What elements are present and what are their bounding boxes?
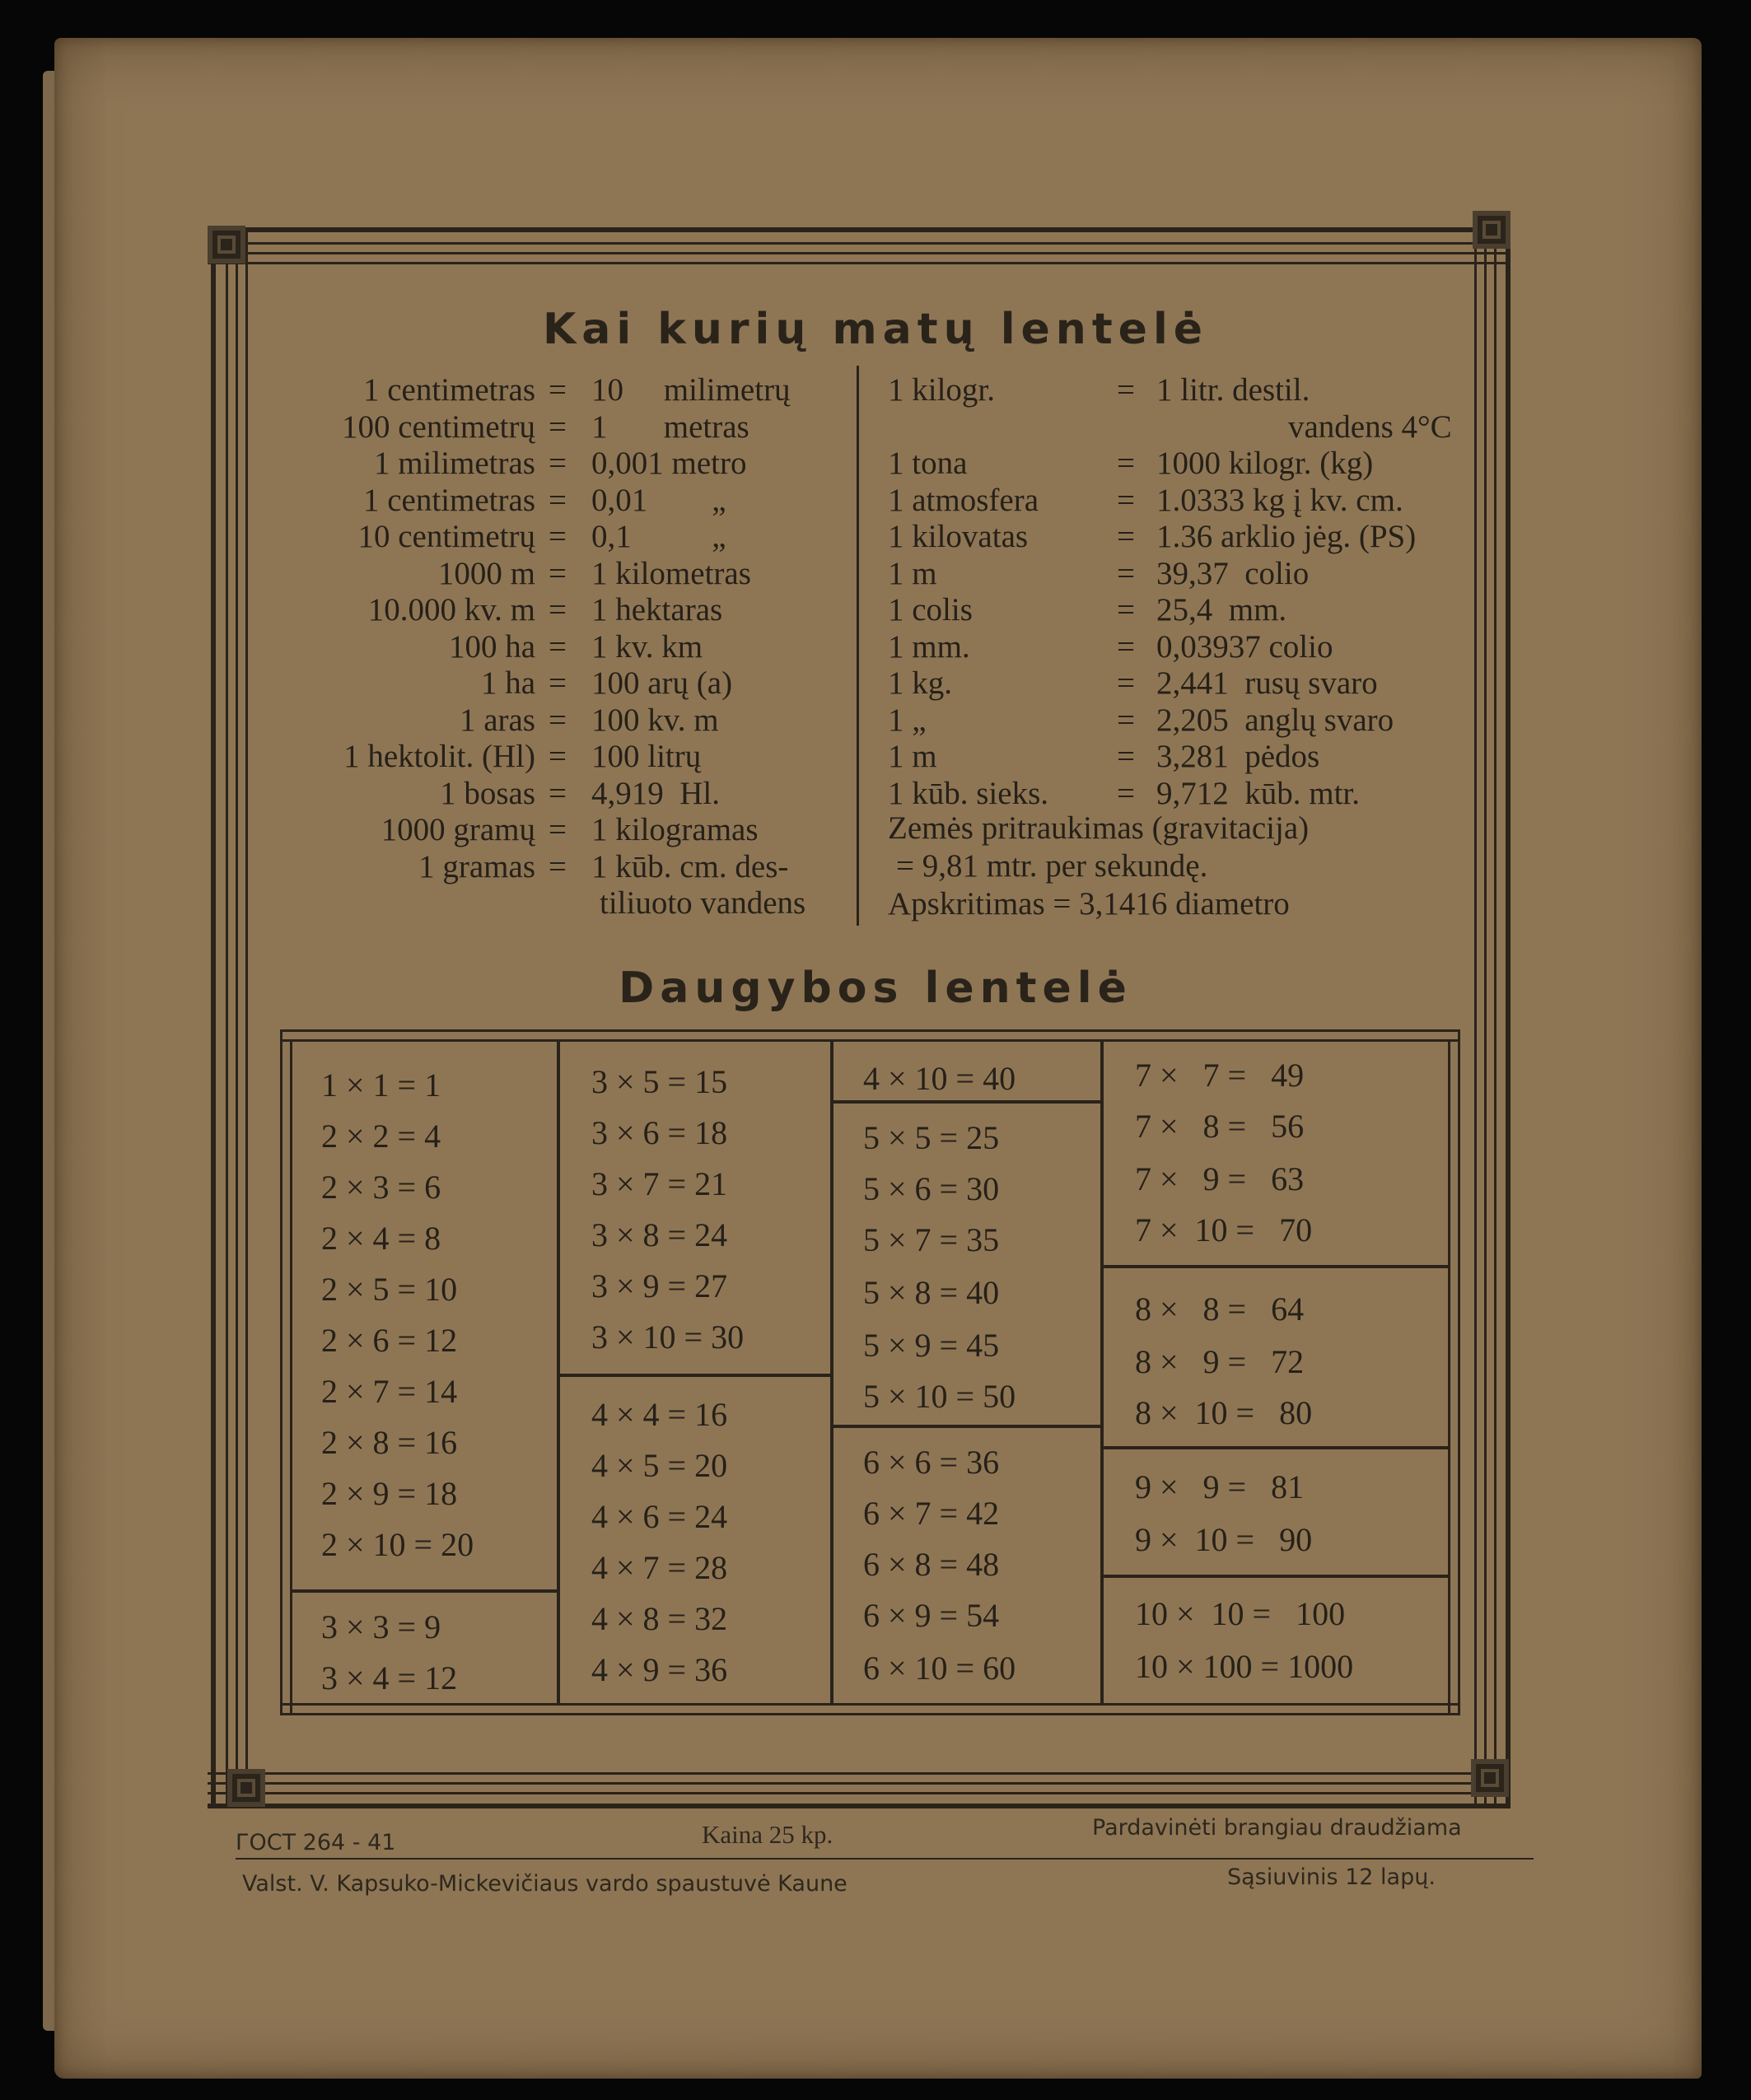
multiplication-entry: 5 × 6 = 30 xyxy=(863,1170,1000,1207)
measure-equals: = xyxy=(549,446,567,481)
multiplication-entry: 2 × 7 = 14 xyxy=(321,1373,458,1410)
multiplication-entry: 6 × 10 = 60 xyxy=(863,1650,1016,1687)
measure-unit: 1 hektolit. (Hl) xyxy=(343,739,535,774)
multiplication-entry: 4 × 4 = 16 xyxy=(591,1396,728,1433)
measure-unit: 1 kūb. sieks. xyxy=(888,775,1048,811)
measure-value: 1 hektaras xyxy=(591,592,723,628)
multiplication-entry: 6 × 8 = 48 xyxy=(863,1546,1000,1583)
printer-label: Valst. V. Kapsuko-Mickevičiaus vardo spaustuvė Kaune xyxy=(242,1871,847,1897)
multiplication-entry: 7 × 10 = 70 xyxy=(1135,1211,1313,1248)
multiplication-entry: 2 × 10 = 20 xyxy=(321,1526,474,1563)
measure-value: 100 arų (a) xyxy=(591,665,733,701)
multiplication-entry: 3 × 9 = 27 xyxy=(591,1267,728,1304)
multiplication-entry: 1 × 1 = 1 xyxy=(321,1066,441,1104)
measure-value: 3,281 pėdos xyxy=(1156,739,1320,774)
multiplication-entry: 4 × 9 = 36 xyxy=(591,1651,728,1688)
frame-corner-ornament xyxy=(1471,1759,1509,1797)
measure-value: 2,441 rusų svaro xyxy=(1156,665,1378,701)
multiplication-entry: 3 × 3 = 9 xyxy=(321,1608,441,1645)
measure-unit: 100 centimetrų xyxy=(341,408,535,445)
pages-label: Sąsiuvinis 12 lapų. xyxy=(1227,1864,1436,1890)
measure-equals: = xyxy=(1117,446,1135,481)
multiplication-entry: 5 × 10 = 50 xyxy=(863,1378,1016,1415)
measure-value: 2,205 anglų svaro xyxy=(1156,702,1394,738)
measure-equals: = xyxy=(549,592,567,628)
multiplication-entry: 3 × 8 = 24 xyxy=(591,1216,728,1253)
measure-value: vandens 4°C xyxy=(1288,408,1452,445)
measure-value: 0,1 „ xyxy=(591,519,726,554)
measure-unit: 10.000 kv. m xyxy=(367,592,535,628)
measure-unit: 1000 m xyxy=(437,555,535,591)
measure-unit: 10 centimetrų xyxy=(357,519,535,554)
measures-divider xyxy=(857,366,859,926)
multiplication-entry: 3 × 10 = 30 xyxy=(591,1318,745,1356)
multiplication-entry: 3 × 5 = 15 xyxy=(591,1063,728,1100)
measure-equals: = xyxy=(1117,702,1135,738)
measures-title: Kai kurių matų lentelė xyxy=(542,305,1209,354)
multiplication-entry: 8 × 9 = 72 xyxy=(1135,1343,1305,1380)
multiplication-entry: 7 × 8 = 56 xyxy=(1135,1108,1305,1145)
measure-equals: = xyxy=(549,628,567,665)
multiplication-entry: 4 × 10 = 40 xyxy=(863,1060,1016,1097)
measure-unit: 1 tona xyxy=(888,446,968,481)
multiplication-title: Daugybos lentelė xyxy=(619,964,1132,1013)
multiplication-entry: 5 × 8 = 40 xyxy=(863,1274,1000,1311)
measure-unit: 1 kg. xyxy=(888,665,952,701)
multiplication-entry: 5 × 9 = 45 xyxy=(863,1327,1000,1364)
multiplication-entry: 3 × 6 = 18 xyxy=(591,1114,728,1151)
measure-equals: = xyxy=(549,372,567,408)
multiplication-entry: 6 × 7 = 42 xyxy=(863,1495,1000,1532)
measure-value: 0,03937 colio xyxy=(1156,628,1333,665)
measure-value: 1 kv. km xyxy=(591,628,703,665)
measure-value: 1 litr. destil. xyxy=(1156,372,1310,408)
resale-notice: Pardavinėti brangiau draudžiama xyxy=(1092,1815,1462,1841)
measure-value: 4,919 Hl. xyxy=(591,775,720,811)
measure-value: tiliuoto vandens xyxy=(600,885,806,921)
measure-equals: = xyxy=(549,519,567,554)
measure-equals: = xyxy=(1117,482,1135,518)
measure-unit: 1 m xyxy=(888,555,937,591)
measure-unit: 1 bosas xyxy=(440,775,535,811)
measure-value: 1.0333 kg į kv. cm. xyxy=(1156,482,1403,518)
measure-equals: = xyxy=(1117,555,1135,591)
multiplication-entry: 8 × 8 = 64 xyxy=(1135,1290,1305,1328)
multiplication-entry: 2 × 2 = 4 xyxy=(321,1118,441,1155)
multiplication-entry: 6 × 6 = 36 xyxy=(863,1444,1000,1481)
measure-unit: 1 ha xyxy=(480,665,535,701)
measure-unit: 1 aras xyxy=(459,702,535,738)
measure-unit: 1 gramas xyxy=(418,848,535,884)
measure-equals: = xyxy=(1117,592,1135,628)
measure-equals: = xyxy=(549,775,567,811)
measure-value: 1 metras xyxy=(591,408,749,445)
measure-equals: = xyxy=(1117,628,1135,665)
multiplication-entry: 4 × 8 = 32 xyxy=(591,1600,728,1637)
multiplication-entry: 3 × 4 = 12 xyxy=(321,1659,458,1696)
multiplication-entry: 2 × 3 = 6 xyxy=(321,1169,441,1206)
multiplication-entry: 4 × 6 = 24 xyxy=(591,1498,728,1535)
measure-equals: = xyxy=(549,702,567,738)
multiplication-entry: 9 × 10 = 90 xyxy=(1135,1521,1313,1558)
measure-value: 100 kv. m xyxy=(591,702,719,738)
price-label: Kaina 25 kp. xyxy=(702,1820,833,1849)
measure-unit: 1 kilogr. xyxy=(888,372,996,408)
measure-unit: 1 atmosfera xyxy=(888,482,1039,518)
measure-equals: = xyxy=(1117,372,1135,408)
multiplication-entry: 5 × 5 = 25 xyxy=(863,1119,1000,1156)
circle-line: Apskritimas = 3,1416 diametro xyxy=(888,886,1290,922)
measure-equals: = xyxy=(1117,739,1135,774)
gost-code: ГОСТ 264 - 41 xyxy=(236,1830,396,1855)
measure-value: 39,37 colio xyxy=(1156,555,1310,591)
measure-unit: 1 „ xyxy=(888,702,927,738)
measure-equals: = xyxy=(549,408,567,445)
measure-equals: = xyxy=(1117,519,1135,554)
measure-value: 1 kilogramas xyxy=(591,812,759,847)
multiplication-entry: 2 × 9 = 18 xyxy=(321,1475,458,1512)
measure-unit: 100 ha xyxy=(448,628,535,665)
multiplication-entry: 2 × 8 = 16 xyxy=(321,1424,458,1461)
measure-value: 10 milimetrų xyxy=(591,372,791,408)
measure-value: 1000 kilogr. (kg) xyxy=(1156,446,1374,481)
multiplication-entry: 4 × 5 = 20 xyxy=(591,1447,728,1484)
measure-unit: 1 m xyxy=(888,739,937,774)
measure-value: 9,712 kūb. mtr. xyxy=(1156,775,1361,811)
measure-value: 0,01 „ xyxy=(591,482,726,518)
measure-value: 1 kilometras xyxy=(591,555,751,591)
measure-equals: = xyxy=(549,482,567,518)
measure-equals: = xyxy=(549,665,567,701)
multiplication-entry: 2 × 5 = 10 xyxy=(321,1271,458,1308)
multiplication-entry: 3 × 7 = 21 xyxy=(591,1165,728,1202)
measure-equals: = xyxy=(1117,665,1135,701)
multiplication-entry: 5 × 7 = 35 xyxy=(863,1221,1000,1258)
measure-unit: 1 colis xyxy=(888,592,973,628)
measure-unit: 1000 gramų xyxy=(381,812,535,847)
multiplication-entry: 8 × 10 = 80 xyxy=(1135,1394,1313,1431)
multiplication-entry: 9 × 9 = 81 xyxy=(1135,1468,1305,1505)
measure-unit: 1 kilovatas xyxy=(888,519,1029,554)
measure-equals: = xyxy=(549,739,567,774)
measure-value: 1.36 arklio jėg. (PS) xyxy=(1156,519,1417,554)
multiplication-entry: 2 × 4 = 8 xyxy=(321,1220,441,1257)
multiplication-entry: 10 × 100 = 1000 xyxy=(1135,1648,1354,1685)
measure-unit: 1 mm. xyxy=(888,628,970,665)
measure-equals: = xyxy=(1117,775,1135,811)
gravity-line-1: Zemės pritraukimas (gravitacija) xyxy=(888,810,1310,846)
measure-unit: 1 centimetras xyxy=(363,372,535,408)
measure-equals: = xyxy=(549,555,567,591)
multiplication-entry: 4 × 7 = 28 xyxy=(591,1549,728,1586)
multiplication-entry: 2 × 6 = 12 xyxy=(321,1322,458,1359)
multiplication-entry: 10 × 10 = 100 xyxy=(1135,1595,1346,1632)
measure-equals: = xyxy=(549,812,567,847)
measure-value: 25,4 mm. xyxy=(1156,592,1287,628)
multiplication-entry: 7 × 7 = 49 xyxy=(1135,1057,1305,1094)
footer-rule xyxy=(236,1858,1534,1860)
measure-value: 1 kūb. cm. des- xyxy=(591,848,789,884)
multiplication-entry: 7 × 9 = 63 xyxy=(1135,1160,1305,1197)
frame-corner-ornament xyxy=(227,1769,265,1807)
measure-unit: 1 centimetras xyxy=(363,482,535,518)
multiplication-entry: 6 × 9 = 54 xyxy=(863,1597,1000,1634)
measure-unit: 1 milimetras xyxy=(373,446,535,481)
measure-value: 0,001 metro xyxy=(591,446,747,481)
measure-value: 100 litrų xyxy=(591,739,702,774)
frame-corner-ornament xyxy=(208,226,245,264)
measure-equals: = xyxy=(549,848,567,884)
gravity-line-2: = 9,81 mtr. per sekundę. xyxy=(896,848,1208,884)
frame-corner-ornament xyxy=(1473,211,1511,249)
